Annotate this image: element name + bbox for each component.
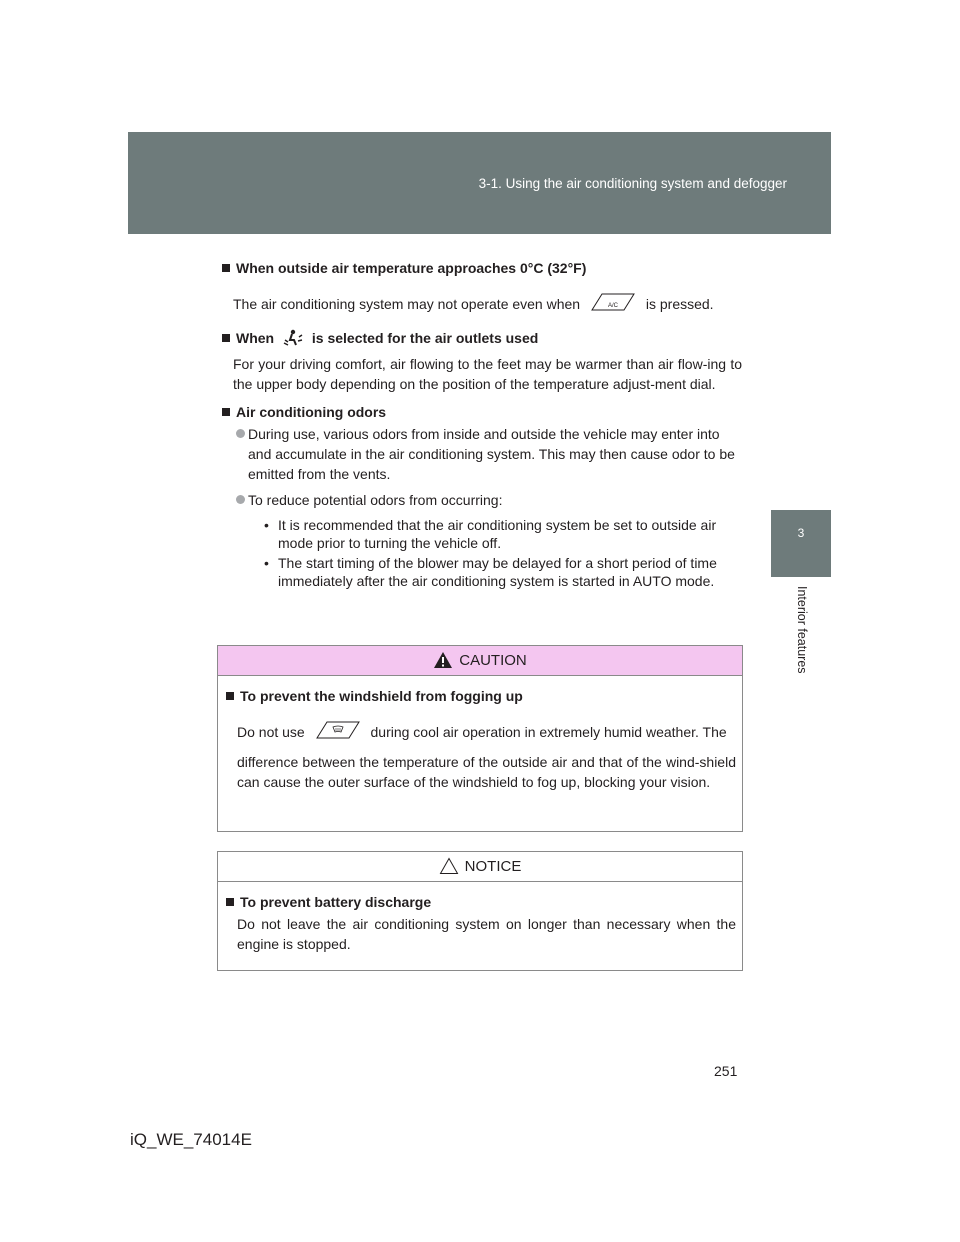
chapter-number: 3 [797,526,805,540]
caution-body [218,676,742,808]
page-number: 251 [714,1063,738,1079]
notice-box [217,851,743,971]
section-title: 3-1. Using the air conditioning system and defogger [478,176,787,191]
chapter-tab [771,510,831,577]
cold-heading: When outside air temperature approaches 0°C (32°F) [222,258,742,278]
feet-text: For your driving comfort, air flowing to the feet may be warmer than air flow-ing to the upper body depending on the position of the temperature adjust-ment dial. [233,356,742,392]
warning-outline-icon [439,856,459,886]
caution-header: CAUTION [218,646,742,676]
square-bullet-icon [222,334,230,342]
caution-text-line: Do not use during cool air operation in extremely humid weather. The [237,720,736,742]
caution-box [217,645,743,832]
square-bullet-icon [222,408,230,416]
document-code: iQ_WE_74014E [130,1130,252,1149]
main-content [222,258,742,590]
square-bullet-icon [222,264,230,272]
square-bullet-icon [226,692,234,700]
warning-filled-icon [433,650,453,680]
odors-bullet-1: During use, various odors from inside and outside the vehicle may enter into and accumulate in the air conditioning system. This may then cause odor to be emitted from the vents. [236,424,742,484]
square-bullet-icon [226,898,234,906]
notice-body [218,882,742,970]
ac-button-icon: A/C [590,292,636,312]
round-bullet-icon [236,429,245,438]
odors-heading: Air conditioning odors [222,402,742,422]
notice-header: NOTICE [218,852,742,882]
windshield-defogger-icon [315,720,361,740]
odors-sub-1: • It is recommended that the air conditioning system be set to outside air mode prior to turning the vehicle off. [264,517,717,551]
chapter-label-text: Interior features [795,586,809,674]
odors-sub-2: • The start timing of the blower may be delayed for a short period of time immediately after the air conditioning system is started in AUTO mode. [264,555,717,589]
odors-bullet-2: To reduce potential odors from occurring: [236,490,742,510]
caution-heading: To prevent the windshield from fogging up [226,686,736,706]
round-bullet-icon [236,495,245,504]
feet-heading: When is selected for the air outlets used [222,328,742,352]
feet-airflow-icon [282,329,304,352]
notice-text: Do not leave the air conditioning system on longer than necessary when the engine is stopped. [237,916,736,952]
cold-text: The air conditioning system may not operate even when A/C is pressed. [233,292,742,314]
caution-text-rest: difference between the temperature of the outside air and that of the wind-shield can cause the outer surface of the windshield to fog up, blocking your vision. [237,754,736,790]
section-header [128,132,831,234]
notice-heading: To prevent battery discharge [226,892,736,912]
